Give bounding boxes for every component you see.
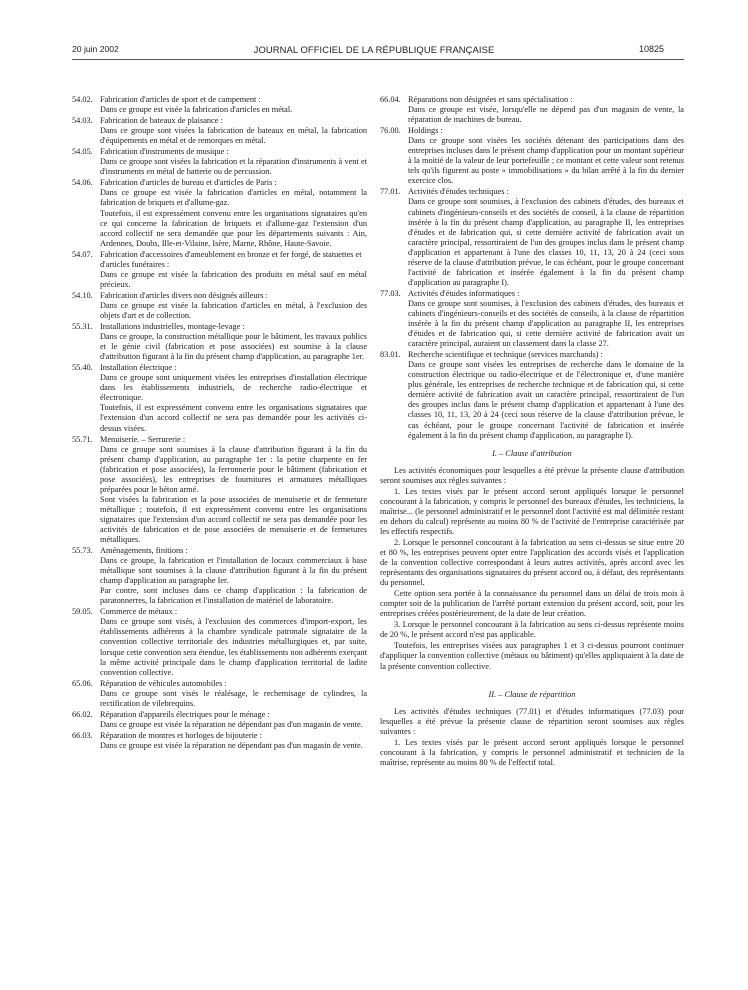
entry-body	[408, 105, 684, 125]
entry-code: 77.03.	[380, 288, 401, 298]
entry-heading	[72, 291, 367, 301]
classification-entry	[72, 731, 367, 751]
entry-code: 54.06.	[72, 178, 93, 188]
classification-entry	[72, 607, 367, 677]
entry-paragraph: Dans ce groupe est visée la réparation ne dépendant pas d'un magasin de vente.	[100, 719, 363, 729]
entry-code: 54.02.	[72, 95, 93, 104]
entry-paragraph: Dans ce groupe sont visées les sociétés détenant des participations dans des entreprises incluses dans le présent champ d'application pour un montant supérieur à la moitié de la valeur de leur portefeuille ; ce montant et cette valeur sont retenus tels qu'ils figurent au poste « immobilisations » du bilan arrêté à la fin du dernier exercice clos.	[408, 136, 684, 186]
header-date: 20 juin 2002	[72, 44, 119, 54]
section-paragraph: 1. Les textes visés par le présent accord seront appliqués lorsque le personnel concourant à la fabrication, y compris le personnel administratif et technicien de la maîtrise, représente au moins 80 % de l'effectif total.	[380, 737, 684, 767]
entry-heading	[72, 679, 367, 689]
entry-paragraph: Dans ce groupe est visée la fabrication des produits en métal sauf en métal précieux.	[100, 269, 367, 289]
section-repartition-title: II. – Clause de répartition	[488, 689, 576, 699]
classification-entry	[72, 435, 367, 546]
entry-heading	[380, 350, 684, 360]
entry-title: Fabrication de bateaux de plaisance :	[100, 116, 223, 126]
entry-title: Recherche scientifique et technique (services marchands) :	[408, 350, 603, 360]
entry-paragraph: Toutefois, il est expressément convenu entre les organisations signataires qu'en ce qui concerne la fabrication de briquets et d'allume-gaz l'extension d'un accord collectif ne sera demandée que pour les départements suivants : Ain, Ardennes, Doubs, Ille-et-Vilaine, Isère, Marne, Rhône, Haute-Savoie.	[100, 208, 367, 248]
entry-heading	[72, 116, 367, 126]
entry-heading	[72, 95, 367, 105]
entry-paragraph: Dans ce groupe, la construction métallique pour le bâtiment, les travaux publics et le génie civil (fabrication et pose associées) est soumise à la clause d'attribution figurant à la fin du présent champ d'application, au paragraphe 1er.	[100, 332, 367, 362]
entry-heading	[380, 95, 684, 105]
right-column	[380, 95, 684, 769]
entry-paragraph: Toutefois, il est expressément convenu entre les organisations signataires que l'extension d'un accord collectif ne sera pas demandée pour les activités ci-dessus visées.	[100, 403, 367, 433]
right-entries	[380, 95, 684, 441]
entry-title: Installation électrique :	[100, 363, 177, 373]
entry-code: 77.01.	[380, 187, 401, 197]
entry-title: Menuiserie. – Serrurerie :	[100, 434, 186, 444]
classification-entry	[380, 187, 684, 287]
entry-code: 54.10.	[72, 290, 93, 300]
section-paragraph: Cette option sera portée à la connaissance du personnel dans un délai de trois mois à compter soit de la publication de l'arrêté portant extension du présent accord, soit, pour les entreprises créées postérieurement, de la date de leur création.	[380, 589, 684, 619]
entry-code: 55.71.	[72, 434, 93, 444]
section-paragraph: Toutefois, les entreprises visées aux paragraphes 1 et 3 ci-dessus pourront continuer d'appliquer la convention collective (métaux ou bâtiment) qu'elles appliquaient à la date de la présente convention collective.	[380, 641, 684, 671]
entry-title: Commerce de métaux :	[100, 607, 178, 617]
entry-heading	[72, 322, 367, 332]
classification-entry	[72, 322, 367, 362]
entry-title: Activités d'études techniques :	[408, 187, 509, 197]
entry-body	[100, 720, 367, 730]
entry-body	[100, 617, 367, 677]
entry-code: 76.00.	[380, 126, 401, 136]
classification-entry	[380, 350, 684, 440]
classification-entry	[72, 250, 367, 290]
entry-code: 66.03.	[72, 730, 93, 740]
entry-body	[100, 301, 367, 321]
entry-paragraph: Dans ce groupe est visée, lorsqu'elle ne dépend pas d'un magasin de vente, la réparation de machines de bureau.	[408, 105, 684, 125]
section-repartition-body	[380, 707, 684, 768]
entry-code: 54.05.	[72, 147, 93, 157]
entry-title: Fabrication d'articles de bureau et d'articles de Paris :	[100, 178, 277, 188]
entry-code: 83.01.	[380, 350, 401, 360]
entry-heading	[72, 607, 367, 617]
entry-code: 65.06.	[72, 678, 93, 688]
classification-entry	[72, 710, 367, 730]
section-paragraph: 1. Les textes visés par le présent accord seront appliqués lorsque le personnel concourant à la fabrication, y compris le personnel des bureaux d'études, les techniciens, la maîtrise... (le personnel administratif et le personnel dont l'activité est mal délimitée restant en dehors du calcul) représente au moins 80 % de l'activité de l'entreprise caractérisée par les effectifs respectifs.	[380, 486, 684, 536]
section-paragraph: Les activités économiques pour lesquelles a été prévue la présente clause d'attribution seront soumises aux règles suivantes :	[380, 465, 684, 485]
entry-paragraph: Dans ce groupe est visée la fabrication d'articles en métal, notamment la fabrication de briquets et d'allume-gaz.	[100, 188, 367, 208]
entry-code: 54.07.	[72, 249, 93, 259]
entry-title: Installations industrielles, montage-levage :	[100, 322, 245, 332]
entry-body	[100, 157, 367, 177]
entry-paragraph: Dans ce groupe sont visées la fabrication et la réparation d'instruments à vent et d'instruments en métal de batterie ou de percussion.	[100, 157, 367, 177]
entry-paragraph: Dans ce groupe sont visées la fabrication de bateaux en métal, la fabrication d'équipements en métal et de remorques en métal.	[100, 126, 367, 146]
entry-code: 55.40.	[72, 363, 93, 373]
entry-title: Aménagements, finitions :	[100, 546, 188, 556]
entry-body	[100, 126, 367, 146]
entry-heading	[380, 126, 684, 136]
classification-entry	[72, 95, 367, 115]
header-title: JOURNAL OFFICIEL DE LA RÉPUBLIQUE FRANÇAISE	[253, 44, 495, 55]
entry-paragraph: Dans ce groupe sont soumises, à l'exclusion des cabinets d'études, des bureaux et cabinets d'ingénieurs-conseils et des sociétés de conseils, à la clause de répartition insérée à la fin du présent champ d'application au paragraphe II, les entreprises d'études et de fabrication qui, si cette dernière activité de fabrication avait un caractère principal, auraient un classement dans la classe 27.	[408, 298, 684, 349]
entry-heading	[72, 731, 367, 741]
entry-heading	[72, 250, 367, 270]
entry-heading	[380, 289, 684, 299]
header-page-number: 10825	[638, 44, 664, 54]
entry-code: 66.04.	[380, 95, 401, 104]
entry-paragraph: Dans ce groupe est visée la fabrication d'articles en métal.	[100, 105, 293, 115]
entry-body	[100, 741, 367, 751]
entry-paragraph: Dans ce groupe sont soumises, à l'exclusion des cabinets d'études, des bureaux et cabinets d'ingénieurs-conseils et des sociétés de conseil, à la clause de répartition insérée à la fin du présent champ d'application, au paragraphe II, les entreprises d'études et de fabrication qui, si cette dernière activité de fabrication avait un caractère principal, ressortiraient de l'un des groupes inclus dans le présent champ d'application et appartenant à l'une des classes 10, 11, 13, 20 à 24 (ceci sous réserve de la clause d'attribution prévue, le cas échéant, pour le groupe concernant l'activité de fabrication et insérée également à la fin du présent champ d'application au paragraphe I).	[408, 197, 684, 287]
entry-title: Réparation de montres et horloges de bijouterie :	[100, 730, 262, 740]
entry-title: Fabrication d'accessoires d'ameublement en bronze et fer forgé, de statuettes et d'articles funéraires :	[100, 249, 362, 269]
entry-code: 59.05.	[72, 607, 93, 617]
entry-paragraph: Par contre, sont incluses dans ce champ d'application : la fabrication de paratonnerres, la fabrication et l'installation de matériel de laboratoire.	[100, 586, 367, 606]
entry-code: 55.73.	[72, 546, 93, 556]
entry-heading	[72, 363, 367, 373]
entry-heading	[72, 546, 367, 556]
entry-paragraph: Dans ce groupe sont soumises à la clause d'attribution figurant à la fin du présent champ d'application, au paragraphe 1er : la petite charpente en fer (fabrication et pose associées), la ferronnerie pour le bâtiment (fabrication et pose associées), les entreprises de fournitures et armatures métalliques préparées pour le béton armé.	[100, 444, 367, 494]
entry-body	[100, 556, 367, 606]
entry-paragraph: Dans ce groupe sont visés le réalésage, le rechemisage de cylindres, la rectification de vilebrequins.	[100, 688, 367, 708]
entry-heading	[72, 147, 367, 157]
entry-paragraph: Dans ce groupe sont visés, à l'exclusion des commerces d'import-export, les établissements adhérents à la chambre syndicale patronale signataire de la convention collective territoriale des industries métallurgiques et, par suite, lorsque cette convention sera étendue, les établissements non adhérents exerçant la même activité principale dans le champ d'application territorial de ladite convention collective.	[100, 617, 367, 677]
entry-body	[100, 270, 367, 290]
entry-body	[408, 360, 684, 440]
entry-paragraph: Sont visées la fabrication et la pose associées de menuiserie et de fermeture métallique ; toutefois, il est expressément convenu entre les organisations signataires que l'extension d'un accord collectif ne sera pas demandée pour les activités de fabrication et de pose associées de menuiserie et de fermetures métalliques.	[100, 494, 367, 545]
entry-code: 66.02.	[72, 709, 93, 719]
classification-entry	[72, 679, 367, 709]
section-attribution-title: I. – Clause d'attribution	[492, 448, 572, 458]
entry-body	[100, 332, 367, 362]
section-paragraph: 3. Lorsque le personnel concourant à la fabrication au sens ci-dessus représente moins de 20 %, le présent accord n'est pas applicable.	[380, 620, 684, 640]
entry-paragraph: Dans ce groupe est visée la réparation ne dépendant pas d'un magasin de vente.	[100, 740, 363, 750]
entry-paragraph: Dans ce groupe sont visées les entreprises de recherche dans le domaine de la construction électrique ou radio-électrique et de l'électronique et, d'une manière plus générale, les entreprises de recherche technique et de fabrication qui, si cette dernière activité de fabrication avait un caractère principal, ressortiraient de l'un des groupes inclus dans le présent champ d'application et appartenant à l'une des classes 10, 11, 13, 20 à 24 (ceci sous réserve de la clause d'attribution prévue, le cas échéant, pour le groupe concernant l'activité de fabrication et insérée également à la fin du présent champ d'application, au paragraphe I).	[408, 360, 684, 440]
classification-entry	[72, 363, 367, 433]
entry-body	[408, 299, 684, 349]
entry-code: 55.31.	[72, 322, 93, 332]
entry-title: Fabrication d'instruments de musique :	[100, 147, 229, 157]
entry-title: Réparation de véhicules automobiles :	[100, 678, 227, 688]
classification-entry	[72, 291, 367, 321]
classification-entry	[380, 95, 684, 125]
section-paragraph: Les activités d'études techniques (77.01) et d'études informatiques (77.03) pour lesquelles a été prévue la présente clause de répartition seront soumises aux règles suivantes :	[380, 706, 684, 736]
entry-body	[100, 105, 367, 115]
classification-entry	[380, 126, 684, 186]
entry-code: 54.03.	[72, 116, 93, 126]
entry-title: Réparation d'appareils électriques pour le ménage :	[100, 709, 270, 719]
entry-body	[100, 188, 367, 248]
entry-paragraph: Dans ce groupe, la fabrication et l'installation de locaux commerciaux à base métallique sont soumises à la clause d'attribution figurant à la fin du présent champ d'application au paragraphe Ier.	[100, 556, 367, 586]
entry-heading	[72, 435, 367, 445]
section-paragraph: 2. Lorsque le personnel concourant à la fabrication au sens ci-dessus se situe entre 20 et 80 %, les entreprises peuvent opter entre l'application des accords visés et l'application de la convention collective correspondant à leurs autres activités, après accord avec les représentants des organisations signataires du présent accord ou, à défaut, des représentants du personnel.	[380, 537, 684, 588]
entry-title: Holdings :	[408, 126, 443, 136]
entry-title: Activités d'études informatiques :	[408, 288, 520, 298]
classification-entry	[380, 289, 684, 349]
entry-heading	[72, 710, 367, 720]
entry-paragraph: Dans ce groupe sont uniquement visées les entreprises d'installation électrique dans les établissements industriels, de recherche radio-électrique et électronique.	[100, 373, 367, 403]
entry-body	[100, 689, 367, 709]
entry-body	[408, 197, 684, 287]
section-attribution-body	[380, 466, 684, 672]
entry-title: Fabrication d'articles de sport et de campement :	[100, 95, 261, 104]
entry-body	[408, 136, 684, 186]
entry-heading	[72, 178, 367, 188]
classification-entry	[72, 546, 367, 606]
entry-body	[100, 373, 367, 433]
header-rule	[72, 59, 684, 60]
entry-body	[100, 445, 367, 545]
entry-heading	[380, 187, 684, 197]
classification-entry	[72, 116, 367, 146]
classification-entry	[72, 178, 367, 248]
classification-entry	[72, 147, 367, 177]
left-column	[72, 95, 367, 752]
entry-paragraph: Dans ce groupe est visée la fabrication d'articles en métal, à l'exclusion des objets d'art et de collection.	[100, 300, 367, 320]
entry-title: Fabrication d'articles divers non désignés ailleurs :	[100, 290, 268, 300]
entry-title: Réparations non désignées et sans spécialisation :	[408, 95, 573, 104]
